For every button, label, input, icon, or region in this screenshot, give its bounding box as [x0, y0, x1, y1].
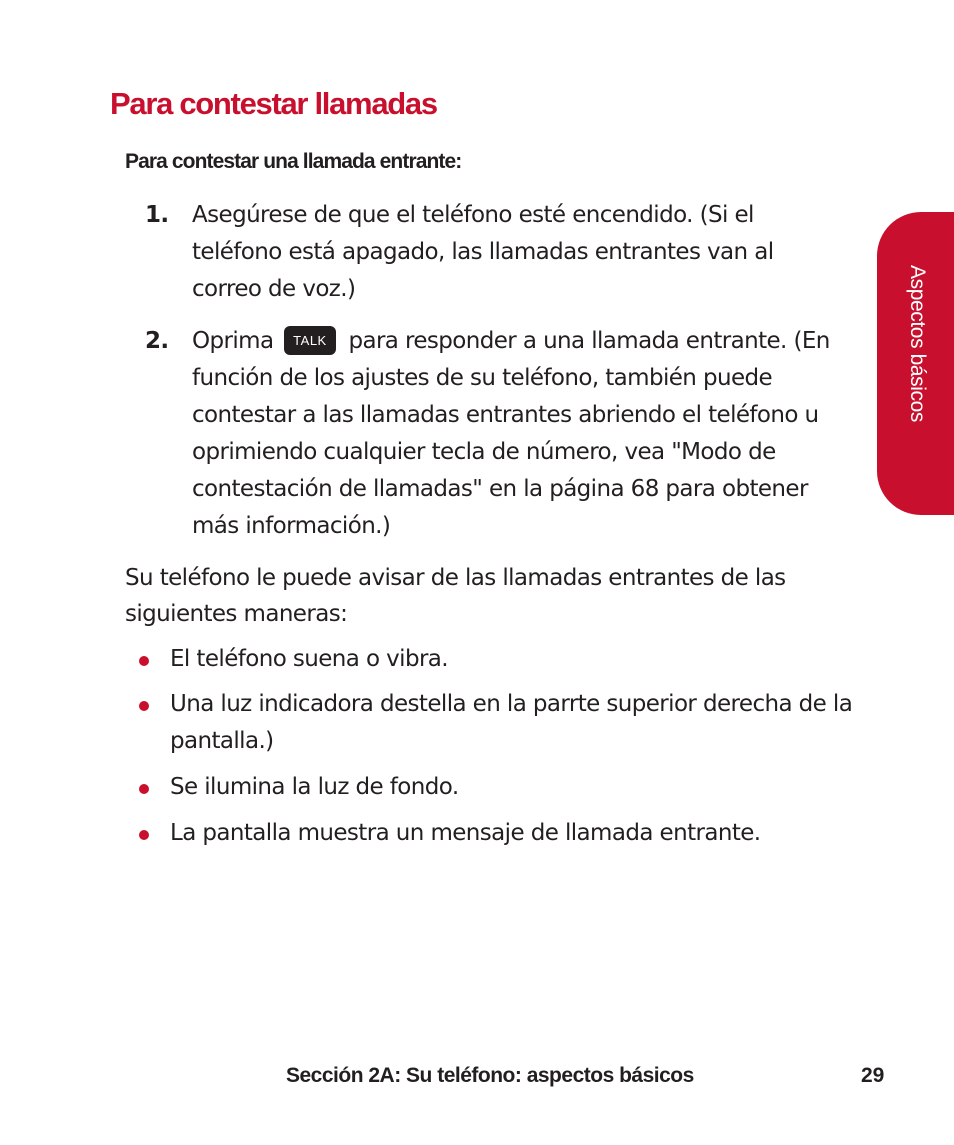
- body-paragraph: Su teléfono le puede avisar de las llamadas entrantes de las siguientes maneras:: [125, 565, 786, 627]
- footer-section-title: Sección 2A: Su teléfono: aspectos básicos: [286, 1064, 694, 1087]
- bullet-dot-icon: [139, 784, 149, 794]
- step-text-after: para responder a una llamada entrante. (En función de los ajustes de su teléfono, también puede contestar a las llamadas entrantes abriendo el teléfono u oprimiendo cualquier tecla de número, vea "Modo de contestación de llamadas" en la página 68 para obtener más información.): [192, 328, 830, 539]
- side-tab-label: Aspectos básicos: [906, 265, 929, 423]
- bullet-dot-icon: [139, 701, 149, 711]
- step-text: [192, 323, 845, 545]
- bullet-text: La pantalla muestra un mensaje de llamada entrante.: [170, 820, 761, 846]
- bullet-item: [139, 686, 869, 760]
- bullet-item: [139, 641, 869, 678]
- section-subtitle: Para contestar una llamada entrante:: [125, 150, 462, 173]
- bullet-text: El teléfono suena o vibra.: [170, 646, 449, 672]
- talk-key-icon: TALK: [284, 326, 336, 355]
- bullet-item: [139, 815, 869, 852]
- bullet-text: Una luz indicadora destella en la parrte superior derecha de la pantalla.): [170, 691, 853, 754]
- step-number: 2.: [145, 328, 169, 354]
- bullet-text: Se ilumina la luz de fondo.: [170, 774, 459, 800]
- bullet-dot-icon: [139, 830, 149, 840]
- bullet-dot-icon: [139, 656, 149, 666]
- footer-page-number: 29: [861, 1064, 885, 1087]
- step-1: [145, 197, 845, 308]
- step-2: [145, 323, 845, 545]
- step-text-before: Oprima: [192, 328, 274, 354]
- step-number: 1.: [145, 202, 169, 228]
- page-title: Para contestar llamadas: [110, 86, 437, 121]
- step-text: Asegúrese de que el teléfono esté encendido. (Si el teléfono está apagado, las llamadas entrantes van al correo de voz.): [192, 202, 774, 302]
- bullet-item: [139, 769, 869, 806]
